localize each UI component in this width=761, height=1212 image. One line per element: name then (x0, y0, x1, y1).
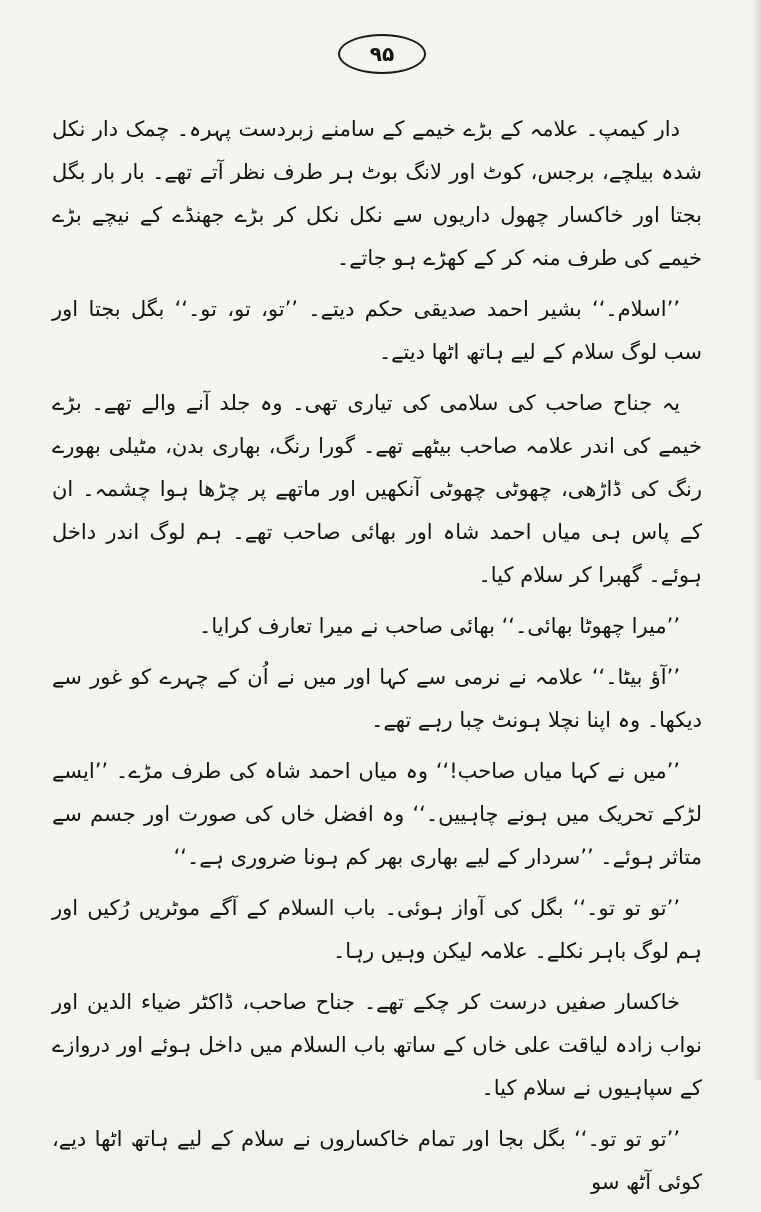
page-number (338, 34, 426, 74)
paragraph: ’’اسلام۔‘‘ بشیر احمد صدیقی حکم دیتے۔ ’’تو، تو، تو۔‘‘ بگل بجتا اور سب لوگ سلام کے لیے ہاتھ اٹھا دیتے۔ (52, 297, 702, 364)
paragraph: ’’تو تو تو۔‘‘ بگل کی آواز ہوئی۔ باب السلام کے آگے موٹریں رُکیں اور ہم لوگ باہر نکلے۔ علامہ لیکن وہیں رہا۔ (52, 896, 702, 963)
paragraph: یہ جناح صاحب کی سلامی کی تیاری تھی۔ وہ جلد آنے والے تھے۔ بڑے خیمے کی اندر علامہ صاحب بیٹھے تھے۔ گورا رنگ، بھاری بدن، مٹیلی بھورے رنگ کی ڈاڑھی، چھوٹی چھوٹی آنکھیں اور ماتھے پر چڑھا ہوا چشمہ۔ ان کے پاس ہی میاں احمد شاہ اور بھائی صاحب تھے۔ ہم لوگ اندر داخل ہوئے۔ گھبرا کر سلام کیا۔ (52, 391, 702, 587)
paragraph: ’’تو تو تو۔‘‘ بگل بجا اور تمام خاکساروں نے سلام کے لیے ہاتھ اٹھا دیے، کوئی آٹھ سو (52, 1127, 702, 1194)
paragraph: دار کیمپ۔ علامہ کے بڑے خیمے کے سامنے زبردست پہرہ۔ چمک دار نکل شدہ بیلچے، برجس، کوٹ اور لانگ بوٹ ہر طرف نظر آتے تھے۔ بار بار بگل بجتا اور خاکسار چھول داریوں سے نکل نکل کر بڑے جھنڈے کے نیچے بڑے خیمے کی طرف منہ کر کے کھڑے ہو جاتے۔ (52, 117, 702, 270)
paragraph: ’’آؤ بیٹا۔‘‘ علامہ نے نرمی سے کہا اور میں نے اُن کے چہرے کو غور سے دیکھا۔ وہ اپنا نچلا ہونٹ چبا رہے تھے۔ (52, 665, 702, 732)
paragraph: ’’میرا چھوٹا بھائی۔‘‘ بھائی صاحب نے میرا تعارف کرایا۔ (199, 614, 680, 638)
page-edge-shadow (751, 0, 761, 1080)
page-number-text: ۹۵ (369, 42, 395, 66)
paragraph: خاکسار صفیں درست کر چکے تھے۔ جناح صاحب، ڈاکٹر ضیاء الدین اور نواب زادہ لیاقت علی خاں کے ساتھ باب السلام میں داخل ہوئے اور دروازے کے سپاہیوں نے سلام کیا۔ (52, 990, 702, 1100)
paragraph: ’’میں نے کہا میاں صاحب!‘‘ وہ میاں احمد شاہ کی طرف مڑے۔ ’’ایسے لڑکے تحریک میں ہونے چاہییں۔‘‘ وہ افضل خاں کی صورت اور جسم سے متاثر ہوئے۔ ’’سردار کے لیے بھاری بھر کم ہونا ضروری ہے۔‘‘ (52, 759, 702, 869)
body-text (52, 108, 702, 1212)
